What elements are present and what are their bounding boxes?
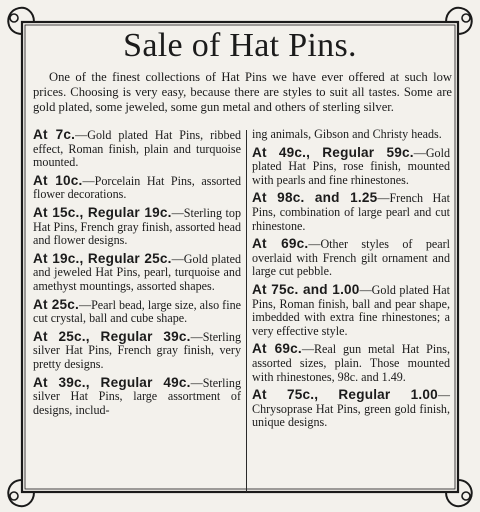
price-lead: At 10c. xyxy=(33,172,83,188)
price-item xyxy=(33,128,241,170)
item-continuation: ing animals, Gibson and Christy heads. xyxy=(252,127,442,141)
price-item xyxy=(33,174,241,202)
price-lead: At 25c. xyxy=(33,296,79,312)
item-description: —Porcelain Hat Pins, assorted flower decorations. xyxy=(33,173,241,202)
price-item xyxy=(252,342,450,384)
price-lead: At 69c. xyxy=(252,236,309,252)
item-description: —Other styles of pearl overlaid with French gilt ornament and large cut pebble. xyxy=(252,237,450,279)
item-description: —Sterling silver Hat Pins, large assortment of designs, includ- xyxy=(33,375,241,417)
item-description: —French Hat Pins, combination of large pearl and cut rhinestone. xyxy=(252,191,450,233)
price-item xyxy=(252,283,450,338)
price-lead: At 49c., Regular 59c. xyxy=(252,144,414,160)
item-description: —Gold plated Hat Pins, ribbed effect, Roman finish, plain and turquoise mounted. xyxy=(33,128,242,170)
price-item xyxy=(252,146,450,188)
price-lead: At 98c. and 1.25 xyxy=(252,190,378,206)
item-description: —Sterling top Hat Pins, French gray finish, assorted head and flower designs. xyxy=(33,205,241,248)
price-item xyxy=(252,388,450,430)
item-description: —Pearl bead, large size, also fine cut crystal, ball and cube shape. xyxy=(33,297,241,326)
column-divider xyxy=(246,130,247,492)
price-lead: At 15c., Regular 19c. xyxy=(33,204,172,220)
price-lead: At 7c. xyxy=(33,127,76,142)
price-lead: At 69c. xyxy=(252,341,302,357)
right-column xyxy=(252,128,450,434)
price-item xyxy=(33,376,241,418)
price-lead: At 75c. and 1.00 xyxy=(252,281,360,297)
price-item xyxy=(252,191,450,233)
item-description: —Gold plated Hat Pins, rose finish, mounted with pearls and fine rhinestones. xyxy=(252,145,450,187)
price-lead: At 19c., Regular 25c. xyxy=(33,250,172,266)
item-description: —Gold plated and jeweled Hat Pins, pearl, turquoise and amethyst mountings, assorted shapes. xyxy=(33,251,241,293)
item-description: —Gold plated Hat Pins, Roman finish, ball and pear shape, imbedded with extra fine rhinestones; a very effective style. xyxy=(252,282,450,338)
item-description: —Sterling silver Hat Pins, French gray finish, very pretty designs. xyxy=(33,329,241,371)
ad-title: Sale of Hat Pins. xyxy=(123,27,357,64)
intro-paragraph: One of the finest collections of Hat Pins we have ever offered at such low prices. Choosing is very easy, because there are styles to suit all tastes. Some are gold plated, some jeweled, some gun metal and others of sterling silver. xyxy=(33,70,452,114)
price-item xyxy=(33,252,241,294)
price-item xyxy=(252,237,450,279)
item-description: —Chrysoprase Hat Pins, green gold finish, unique designs. xyxy=(252,388,450,430)
price-item xyxy=(33,298,241,326)
price-lead: At 25c., Regular 39c. xyxy=(33,328,191,344)
price-lead: At 39c., Regular 49c. xyxy=(33,374,191,390)
price-item xyxy=(33,206,241,248)
item-description: —Real gun metal Hat Pins, assorted sizes, plain. Those mounted with rhinestones, 98c. and 1.49. xyxy=(252,342,450,384)
price-lead: At 75c., Regular 1.00 xyxy=(252,387,438,403)
price-item xyxy=(33,330,241,372)
left-column xyxy=(33,128,241,421)
